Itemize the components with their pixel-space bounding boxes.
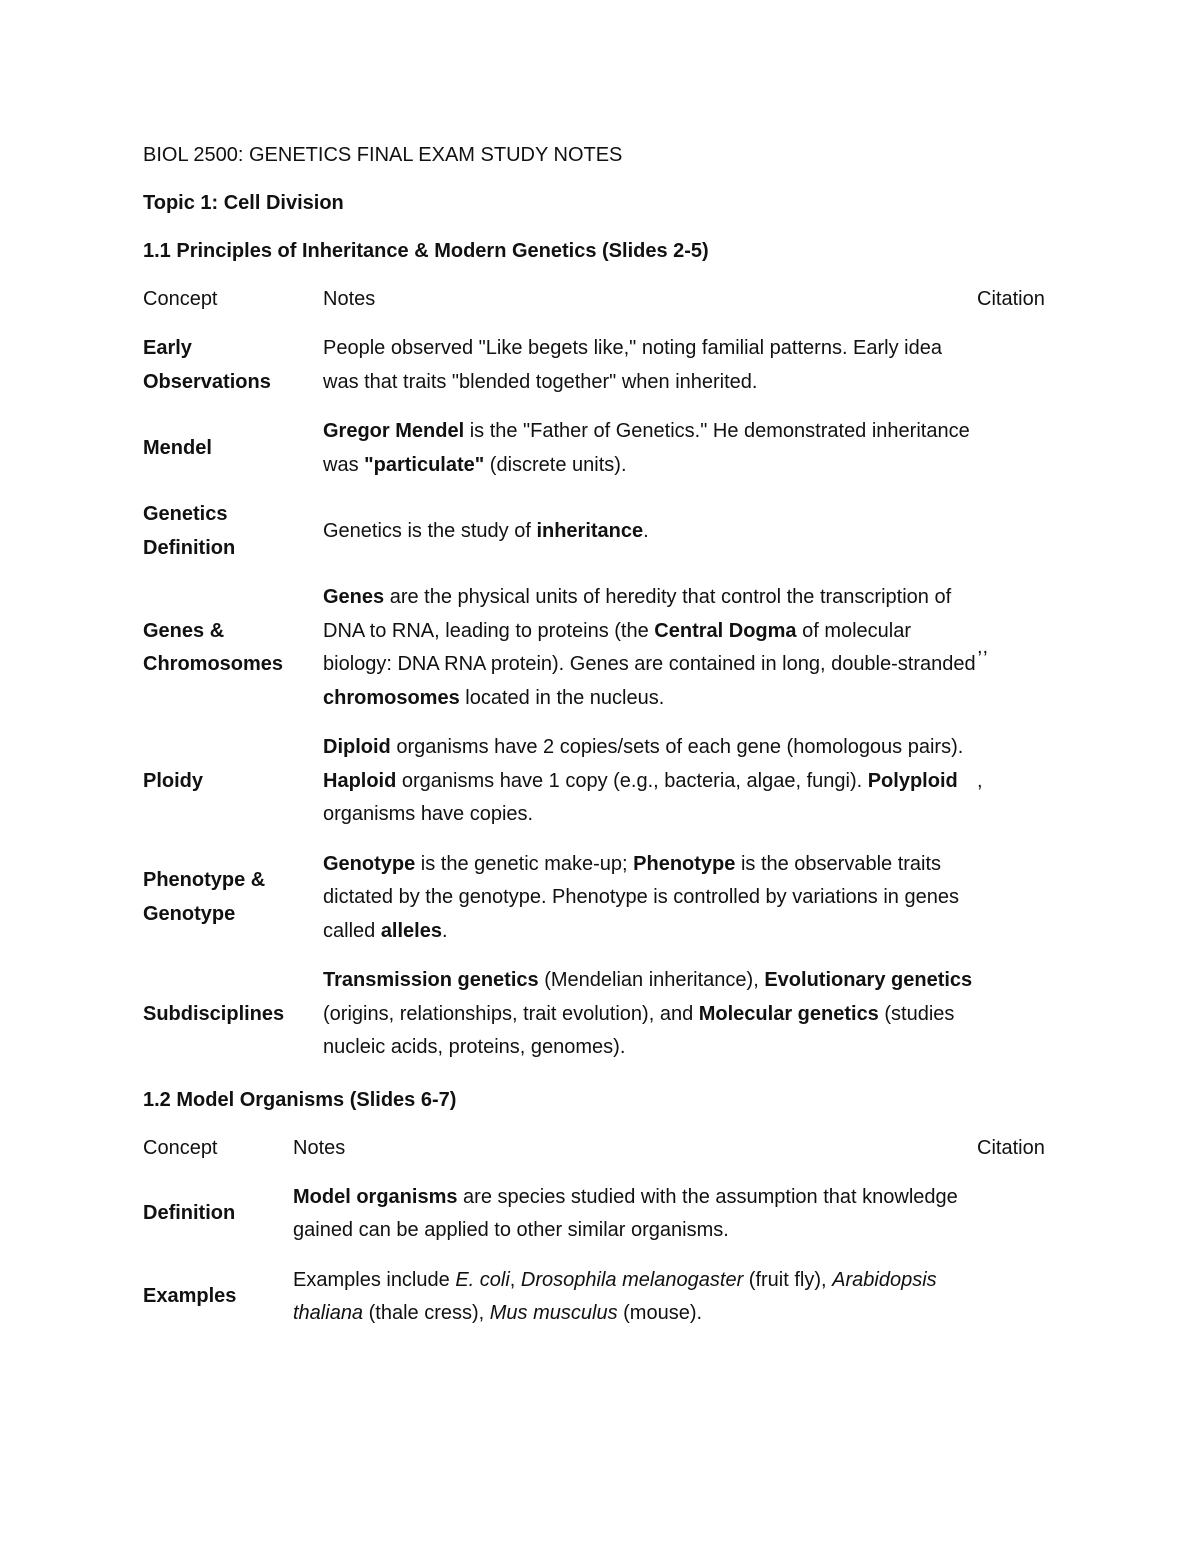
note-text: (thale cress), bbox=[363, 1302, 490, 1324]
bold-term: Model organisms bbox=[293, 1185, 458, 1208]
note-text: People observed "Like begets like," noting familial patterns. Early idea was that traits "blended together" when inherited. bbox=[323, 337, 942, 393]
bold-term: Genes bbox=[323, 586, 385, 608]
concept-cell: Genes & Chromosomes bbox=[143, 619, 284, 675]
header-notes: Notes bbox=[323, 288, 376, 310]
header-citation: Citation bbox=[977, 1136, 1045, 1159]
bold-term: Molecular genetics bbox=[698, 1002, 879, 1025]
note-text: organisms have copies. bbox=[323, 803, 534, 825]
document-page bbox=[143, 140, 1083, 1333]
bold-term: Gregor Mendel bbox=[323, 420, 465, 442]
note-text: (origins, relationships, trait evolution), and bbox=[323, 1002, 699, 1025]
header-concept: Concept bbox=[143, 288, 218, 310]
concept-cell: Genetics Definition bbox=[143, 503, 236, 559]
note-text: of molecular biology: DNA RNA protein). Genes are contained in long, double-stranded bbox=[323, 619, 976, 675]
table-row bbox=[143, 401, 1083, 484]
table-row bbox=[143, 717, 1083, 834]
table-row bbox=[143, 1250, 1083, 1333]
note-text: Examples include bbox=[293, 1268, 456, 1291]
italic-term: Arabidopsis thaliana bbox=[293, 1268, 937, 1324]
note-text: . bbox=[643, 519, 649, 542]
header-citation: Citation bbox=[977, 288, 1045, 310]
bold-term: inheritance bbox=[536, 519, 644, 542]
citation-cell bbox=[977, 1250, 1083, 1333]
citation-cell bbox=[977, 1163, 1083, 1250]
note-text: are species studied with the assumption that knowledge gained can be applied to other similar organisms. bbox=[293, 1185, 958, 1241]
table-header-row bbox=[143, 1133, 1083, 1163]
bold-term: Evolutionary genetics bbox=[764, 969, 973, 991]
citation-cell bbox=[977, 834, 1083, 951]
note-text: organisms have 1 copy (e.g., bacteria, algae, fungi). bbox=[396, 769, 868, 792]
notes-cell bbox=[323, 567, 977, 717]
italic-term: Mus musculus bbox=[489, 1302, 618, 1324]
italic-term: Drosophila melanogaster bbox=[520, 1268, 744, 1291]
note-text: is the "Father of Genetics." He demonstrated inheritance was bbox=[323, 420, 970, 476]
citation-cell bbox=[977, 401, 1083, 484]
notes-cell bbox=[323, 314, 977, 401]
concept-cell: Phenotype & Genotype bbox=[143, 869, 266, 925]
table-body bbox=[143, 1163, 1083, 1333]
notes-cell bbox=[293, 1250, 977, 1333]
note-text: (discrete units). bbox=[484, 453, 627, 476]
concept-cell: Mendel bbox=[143, 436, 212, 459]
section-principles bbox=[143, 236, 1083, 1067]
bold-term: Genotype bbox=[323, 852, 416, 875]
note-text: Genetics is the study of bbox=[323, 519, 537, 542]
table-row bbox=[143, 484, 1083, 567]
bold-term: alleles bbox=[380, 919, 442, 942]
bold-term: "particulate" bbox=[364, 453, 485, 476]
note-text: is the genetic make-up; bbox=[415, 852, 634, 875]
topic-heading: Topic 1: Cell Division bbox=[143, 192, 344, 214]
notes-cell bbox=[323, 484, 977, 567]
note-text: (studies nucleic acids, proteins, genomes). bbox=[323, 1002, 955, 1058]
bold-term: Diploid bbox=[323, 736, 391, 758]
note-text: (fruit fly), bbox=[743, 1268, 833, 1291]
note-text: , bbox=[509, 1268, 521, 1291]
header-notes: Notes bbox=[293, 1136, 346, 1159]
citation-cell: , bbox=[977, 769, 983, 792]
concept-cell: Ploidy bbox=[143, 769, 204, 792]
notes-cell bbox=[293, 1163, 977, 1250]
citation-cell bbox=[977, 950, 1083, 1067]
bold-term: Polyploid bbox=[867, 769, 958, 792]
concept-cell: Early Observations bbox=[143, 337, 271, 393]
bold-term: Central Dogma bbox=[654, 619, 797, 642]
notes-table bbox=[143, 284, 1083, 1067]
concept-cell: Definition bbox=[143, 1202, 236, 1225]
section-heading: 1.2 Model Organisms (Slides 6-7) bbox=[143, 1088, 457, 1111]
notes-cell bbox=[323, 401, 977, 484]
section-heading: 1.1 Principles of Inheritance & Modern Genetics (Slides 2-5) bbox=[143, 240, 709, 262]
table-row bbox=[143, 567, 1083, 717]
citation-cell bbox=[977, 314, 1083, 401]
concept-cell: Examples bbox=[143, 1285, 237, 1308]
table-row bbox=[143, 314, 1083, 401]
bold-term: Haploid bbox=[323, 769, 397, 792]
concept-cell: Subdisciplines bbox=[143, 1002, 285, 1025]
document-title: BIOL 2500: GENETICS FINAL EXAM STUDY NOTES bbox=[143, 144, 623, 166]
bold-term: Transmission genetics bbox=[323, 969, 539, 991]
note-text: located in the nucleus. bbox=[459, 686, 665, 709]
table-header-row bbox=[143, 284, 1083, 314]
note-text: (Mendelian inheritance), bbox=[538, 969, 765, 991]
notes-cell bbox=[323, 834, 977, 951]
citation-cell bbox=[977, 484, 1083, 567]
citation-cell: ,, bbox=[977, 636, 989, 659]
table-row bbox=[143, 834, 1083, 951]
notes-table bbox=[143, 1133, 1083, 1333]
notes-cell bbox=[323, 950, 977, 1067]
table-body bbox=[143, 314, 1083, 1067]
header-concept: Concept bbox=[143, 1136, 218, 1159]
note-text: are the physical units of heredity that control the transcription of DNA to RNA, leading to proteins (the bbox=[323, 586, 952, 642]
table-row bbox=[143, 1163, 1083, 1250]
note-text: (mouse). bbox=[617, 1302, 703, 1324]
note-text: is the observable traits dictated by the genotype. Phenotype is controlled by variations in genes called bbox=[323, 852, 959, 942]
notes-cell bbox=[323, 717, 977, 834]
italic-term: E. coli bbox=[455, 1268, 510, 1291]
note-text: . bbox=[441, 919, 448, 942]
note-text: organisms have 2 copies/sets of each gene (homologous pairs). bbox=[390, 736, 964, 758]
bold-term: Phenotype bbox=[633, 852, 736, 875]
section-model-organisms bbox=[143, 1085, 1083, 1333]
bold-term: chromosomes bbox=[323, 686, 460, 709]
table-row bbox=[143, 950, 1083, 1067]
